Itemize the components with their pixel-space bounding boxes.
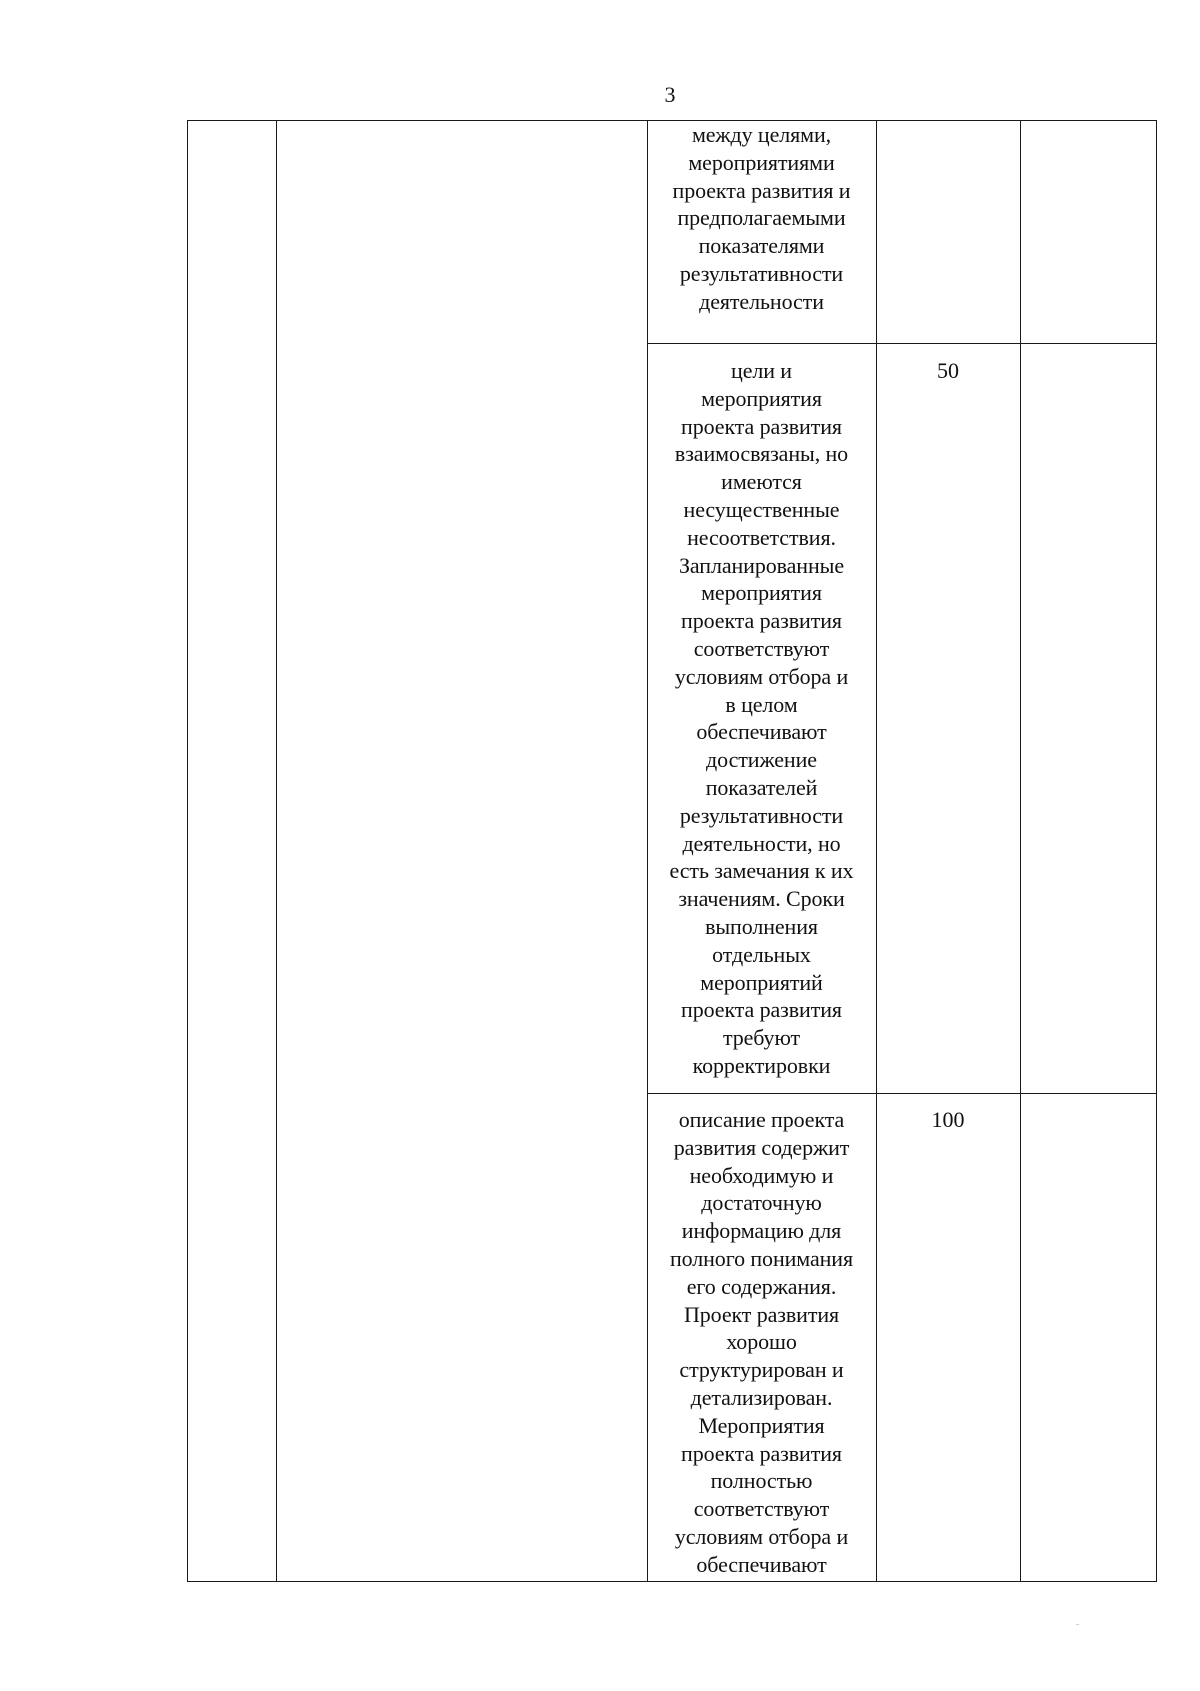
page-number: 3: [664, 82, 676, 107]
table-row-2-description: цели и мероприятия проекта развития взаимосвязаны, но имеются несущественные несоответствия. Запланированные мероприятия проекта развития соответствуют условиям отбора и в целом обеспечивают достижение показателей результативности деятельности, но есть замечания к их значениям. Сроки выполнения отдельных мероприятий проекта развития требуют корректировки: [669, 358, 854, 1078]
column-divider-1: [276, 121, 277, 1581]
table-row-3-description: описание проекта развития содержит необходимую и достаточную информацию для полного понимания его содержания. Проект развития хорошо структурирован и детализирован. Мероприятия проекта развития полностью соответствуют условиям отбора и обеспечивают: [669, 1107, 854, 1577]
table-row-2-score: 50: [937, 358, 959, 383]
column-divider-3: [876, 121, 877, 1581]
scan-artifact: [1076, 1624, 1079, 1625]
criteria-table: [187, 120, 1157, 1582]
row-divider-2: [647, 1093, 1156, 1094]
column-divider-4: [1020, 121, 1021, 1581]
row-divider-1: [647, 343, 1156, 344]
table-row-3-score: 100: [931, 1107, 965, 1132]
table-row-1-description: между целями, мероприятиями проекта развития и предполагаемыми показателями результативности деятельности: [672, 122, 851, 314]
